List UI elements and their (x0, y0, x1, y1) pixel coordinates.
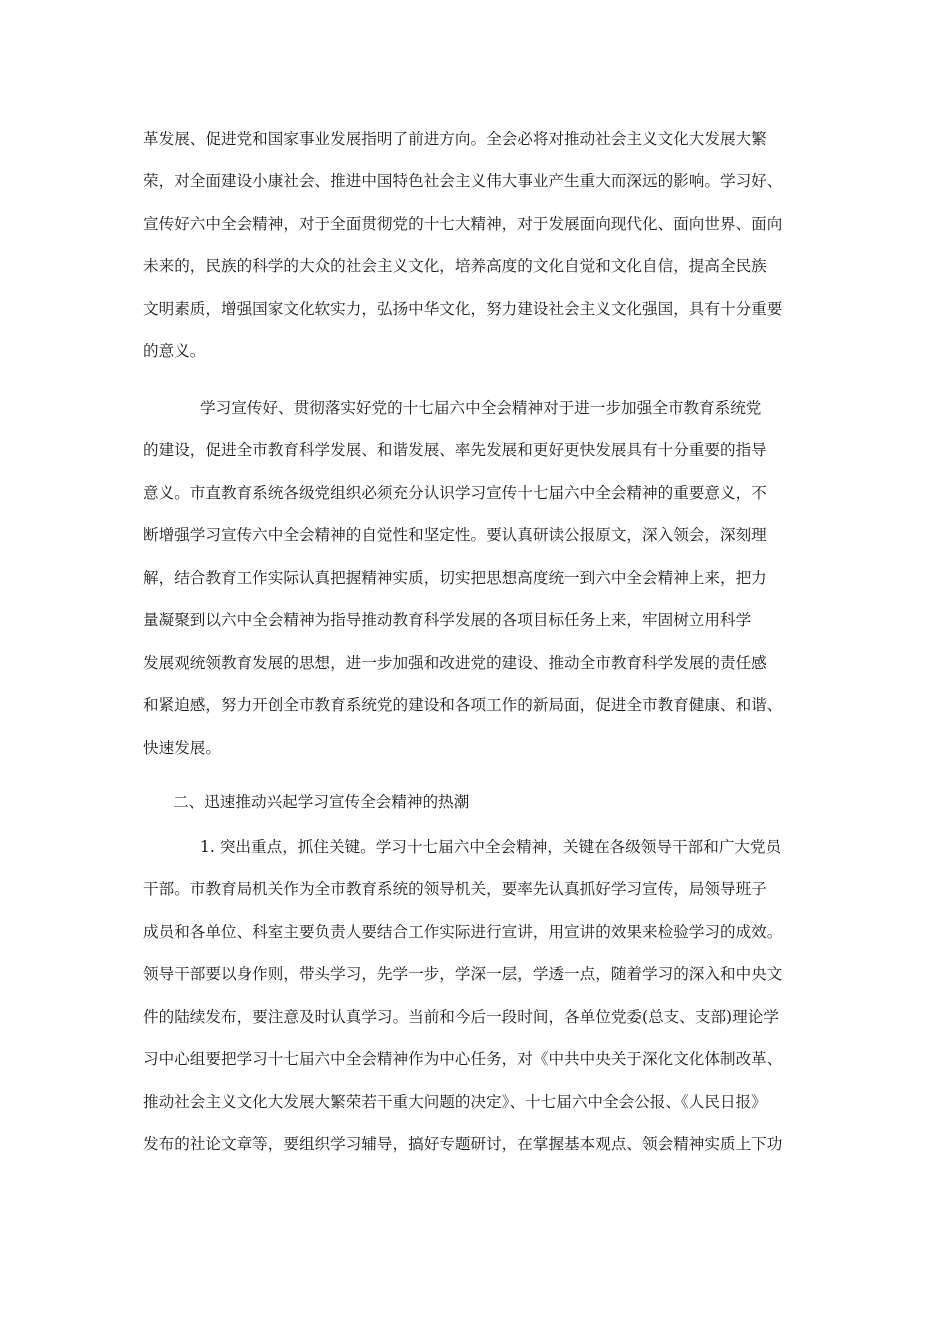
paragraph-line: 解，结合教育工作实际认真把握精神实质，切实把思想高度统一到六中全会精神上来，把力 (143, 569, 767, 587)
paragraph-line: 宣传好六中全会精神，对于全面贯彻党的十七大精神，对于发展面向现代化、面向世界、面向 (143, 215, 783, 233)
paragraph-line: 推动社会主义文化大发展大繁荣若干重大问题的决定》、十七届六中全会公报、《人民日报》 (143, 1093, 767, 1111)
paragraph-line: 未来的，民族的科学的大众的社会主义文化，培养高度的文化自觉和文化自信，提高全民族 (143, 257, 767, 275)
paragraph-line: 断增强学习宣传六中全会精神的自觉性和坚定性。要认真研读公报原文，深入领会，深刻理 (143, 526, 767, 544)
paragraph-line: 文明素质，增强国家文化软实力，弘扬中华文化，努力建设社会主义文化强国，具有十分重要 (143, 300, 783, 318)
paragraph-line: 干部。市教育局机关作为全市教育系统的领导机关，要率先认真抓好学习宣传，局领导班子 (143, 880, 767, 898)
paragraph-line: 习中心组要把学习十七届六中全会精神作为中心任务，对《中共中央关于深化文化体制改革、 (143, 1050, 783, 1068)
paragraph-line: 意义。市直教育系统各级党组织必须充分认识学习宣传十七届六中全会精神的重要意义，不 (143, 484, 767, 502)
paragraph-line: 的建设，促进全市教育科学发展、和谐发展、率先发展和更好更快发展具有十分重要的指导 (143, 441, 767, 459)
paragraph-line: 发布的社论文章等，要组织学习辅导，搞好专题研讨，在掌握基本观点、领会精神实质上下功 (143, 1135, 783, 1153)
paragraph-line: 的意义。 (143, 342, 206, 360)
paragraph-line: 成员和各单位、科室主要负责人要结合工作实际进行宣讲，用宣讲的效果来检验学习的成效。 (143, 923, 783, 941)
section-heading: 二、迅速推动兴起学习宣传全会精神的热潮 (173, 793, 470, 811)
paragraph-line: 领导干部要以身作则，带头学习，先学一步，学深一层，学透一点，随着学习的深入和中央文 (143, 965, 783, 983)
paragraph-line: 1. 突出重点，抓住关键。学习十七届六中全会精神，关键在各级领导干部和广大党员 (200, 838, 782, 856)
paragraph-line: 荣，对全面建设小康社会、推进中国特色社会主义伟大事业产生重大而深远的影响。学习好、 (143, 172, 783, 190)
paragraph-line: 和紧迫感，努力开创全市教育系统党的建设和各项工作的新局面，促进全市教育健康、和谐、 (143, 696, 783, 714)
paragraph-line: 发展观统领教育发展的思想，进一步加强和改进党的建设、推动全市教育科学发展的责任感 (143, 654, 767, 672)
paragraph-line: 快速发展。 (143, 739, 221, 757)
paragraph-line: 量凝聚到以六中全会精神为指导推动教育科学发展的各项目标任务上来，牢固树立用科学 (143, 611, 752, 629)
paragraph-line: 件的陆续发布，要注意及时认真学习。当前和今后一段时间，各单位党委(总支、支部)理论学 (143, 1008, 779, 1026)
paragraph-line: 革发展、促进党和国家事业发展指明了前进方向。全会必将对推动社会主义文化大发展大繁 (143, 130, 767, 148)
paragraph-line: 学习宣传好、贯彻落实好党的十七届六中全会精神对于进一步加强全市教育系统党 (200, 399, 762, 417)
